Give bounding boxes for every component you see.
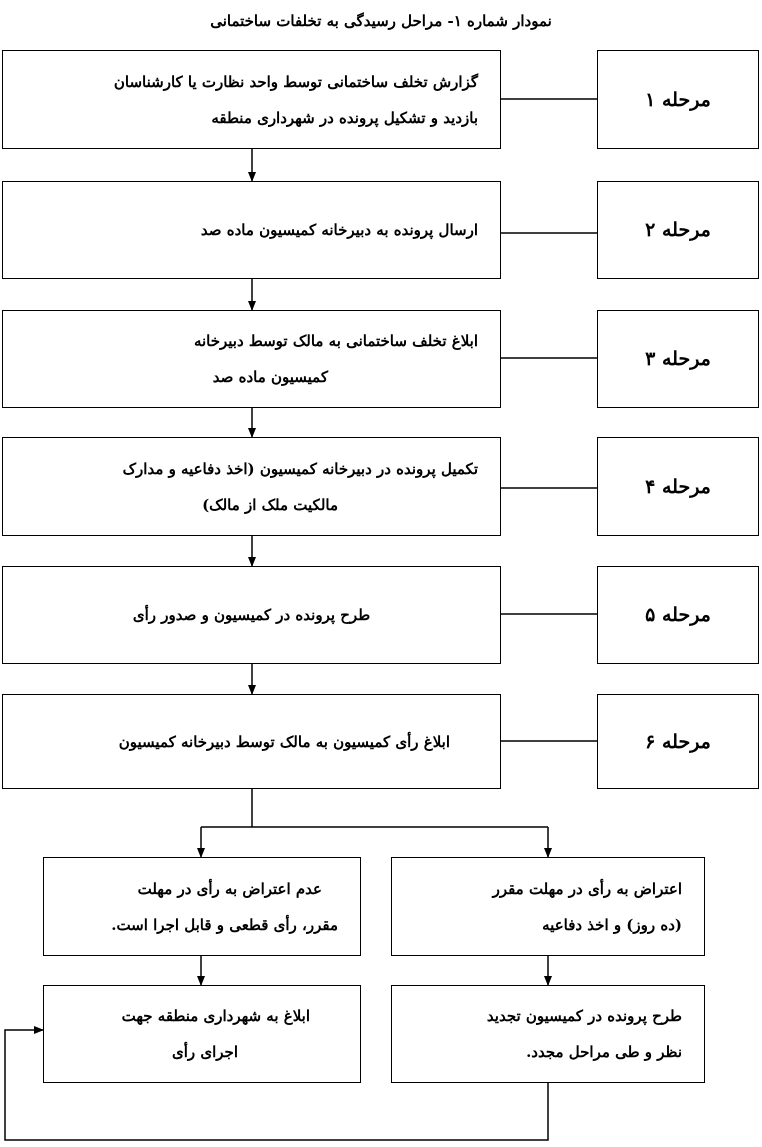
stage-label-6: مرحله ۶: [645, 730, 711, 753]
no-objection-line-2: مقرر، رأی قطعی و قابل اجرا است.: [111, 915, 338, 934]
re-review-line-2: نظر و طی مراحل مجدد.: [526, 1043, 682, 1061]
step-box-2: [2, 181, 501, 279]
notify-execution-line-2: اجرای رأی: [172, 1043, 238, 1061]
stage-box-1: [597, 50, 759, 149]
stage-box-5: [597, 566, 759, 664]
no-objection-line-1: عدم اعتراض به رأی در مهلت: [137, 879, 322, 898]
step-box-6: [2, 694, 501, 789]
re-review-box: [391, 985, 705, 1083]
stage-box-3: [597, 310, 759, 408]
step-4-line-1: تکمیل پرونده در دبیرخانه کمیسیون (اخذ دفاعیه و مدارک: [122, 459, 478, 478]
stage-label-4: مرحله ۴: [645, 475, 711, 498]
step-box-3: [2, 310, 501, 408]
step-6-line-1: ابلاغ رأی کمیسیون به مالک توسط دبیرخانه کمیسیون: [118, 732, 450, 751]
notify-execution-line-1: ابلاغ به شهرداری منطقه جهت: [121, 1007, 310, 1025]
stage-box-4: [597, 437, 759, 536]
objection-line-2: (ده روز) و اخذ دفاعیه: [542, 915, 682, 934]
step-box-4: [2, 437, 501, 536]
step-1-line-1: گزارش تخلف ساختمانی توسط واحد نظارت یا کارشناسان: [113, 72, 478, 91]
objection-box: [391, 857, 705, 956]
step-2-line-1: ارسال پرونده به دبیرخانه کمیسیون ماده صد: [200, 221, 478, 239]
re-review-line-1: طرح پرونده در کمیسیون تجدید: [486, 1007, 682, 1025]
step-3-line-2: کمیسیون ماده صد: [212, 368, 328, 386]
step-box-5: [2, 566, 501, 664]
stage-label-5: مرحله ۵: [645, 604, 711, 626]
step-4-line-2: مالکیت ملک از مالک): [202, 495, 338, 514]
diagram-title: نمودار شماره ۱- مراحل رسیدگی به تخلفات ساختمانی: [210, 12, 552, 30]
stage-box-2: [597, 181, 759, 279]
step-3-line-1: ابلاغ تخلف ساختمانی به مالک توسط دبیرخانه: [193, 332, 478, 350]
stage-label-2: مرحله ۲: [645, 219, 711, 241]
stage-box-6: [597, 694, 759, 789]
stage-label-3: مرحله ۳: [645, 348, 711, 370]
step-1-line-2: بازدید و تشکیل پرونده در شهرداری منطقه: [211, 108, 478, 127]
step-5-line-1: طرح پرونده در کمیسیون و صدور رأی: [132, 606, 371, 624]
objection-line-1: اعتراض به رأی در مهلت مقرر: [492, 879, 682, 898]
stage-label-1: مرحله ۱: [645, 88, 711, 111]
no-objection-box: [43, 857, 361, 956]
step-box-1: [2, 50, 501, 149]
notify-execution-box: [43, 985, 361, 1083]
